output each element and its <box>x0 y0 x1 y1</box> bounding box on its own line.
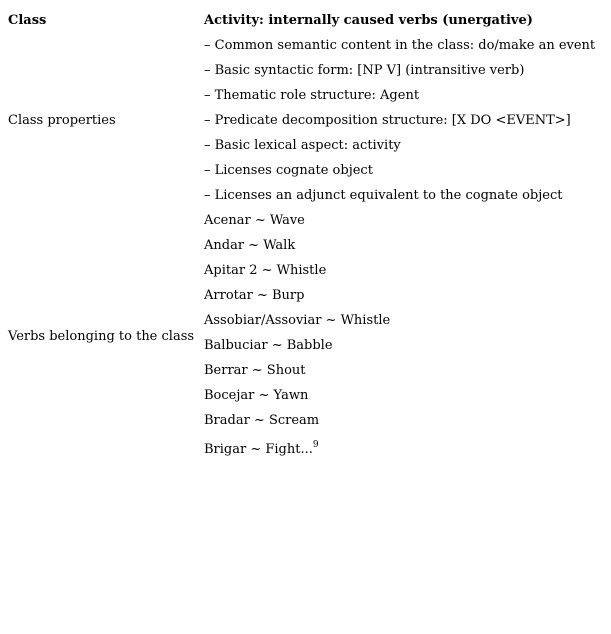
verb-item: Berrar ~ Shout <box>204 363 306 378</box>
verb-item: Bocejar ~ Yawn <box>204 388 309 403</box>
verb-item: Andar ~ Walk <box>204 238 296 253</box>
verbs-label: Verbs belonging to the class <box>8 329 195 344</box>
property-item: – Basic lexical aspect: activity <box>204 138 401 153</box>
verb-item-text: Brigar ~ Fight... <box>204 442 313 457</box>
property-item: – Basic syntactic form: [NP V] (intransitive verb) <box>204 63 525 78</box>
property-item: – Thematic role structure: Agent <box>204 88 420 103</box>
verb-item: Arrotar ~ Burp <box>204 288 305 303</box>
header-class-label: Class <box>8 12 47 28</box>
verbs-row <box>8 208 608 466</box>
verb-item: Assobiar/Assoviar ~ Whistle <box>204 313 391 328</box>
verb-item: Bradar ~ Scream <box>204 413 320 428</box>
header-row <box>8 8 608 33</box>
header-class-title: Activity: internally caused verbs (unergative) <box>204 13 533 28</box>
property-item: – Licenses an adjunct equivalent to the cognate object <box>204 188 563 203</box>
property-item: – Licenses cognate object <box>204 163 373 178</box>
verb-item: Apitar 2 ~ Whistle <box>204 263 327 278</box>
verb-item: Balbuciar ~ Babble <box>204 338 333 353</box>
properties-row <box>8 33 608 208</box>
verbs-list <box>204 208 608 466</box>
property-item: – Common semantic content in the class: do/make an event <box>204 38 596 53</box>
verb-item: Acenar ~ Wave <box>204 213 305 228</box>
verb-class-table <box>8 8 608 466</box>
footnote-marker: 9 <box>312 440 319 450</box>
properties-list <box>204 33 608 208</box>
verb-item-last <box>204 433 608 466</box>
properties-label: Class properties <box>8 112 116 128</box>
property-item: – Predicate decomposition structure: [X DO <EVENT>] <box>204 113 571 128</box>
